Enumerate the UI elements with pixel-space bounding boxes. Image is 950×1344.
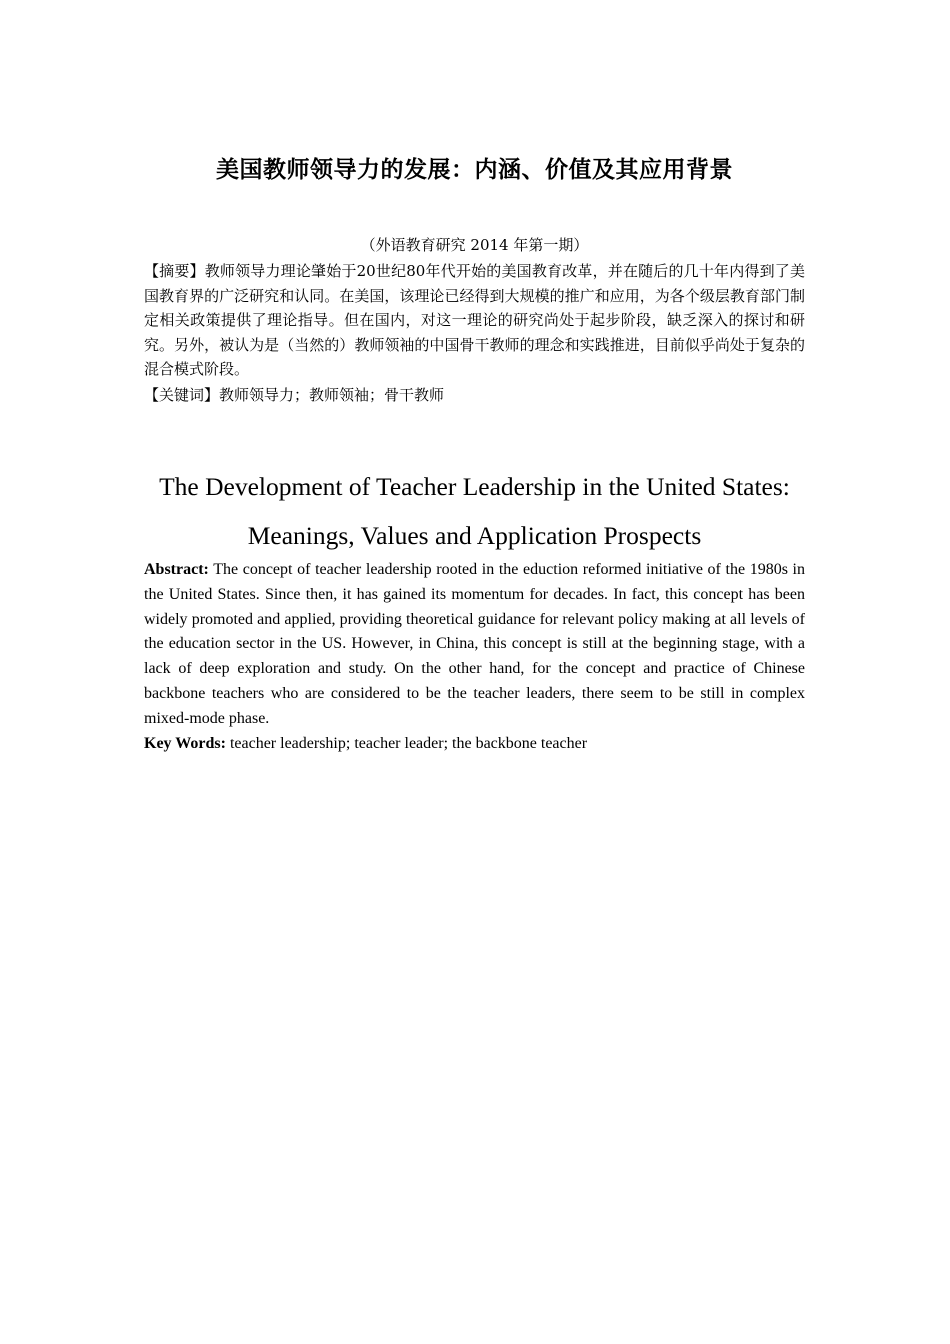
english-abstract-text: The concept of teacher leadership rooted in the eduction reformed initiative of the 1980s in the United States. Since then, it has gained its momentum for decades. In fact, this concept has been widely promoted and applied, providing theoretical guidance for relevant policy making at all levels of the education sector in the US. However, in China, this concept is still at the beginning stage, with a lack of deep exploration and study. On the other hand, for the concept and practice of Chinese backbone teachers who are considered to be the teacher leaders, there seem to be still in complex mixed-mode phase. <box>144 561 805 727</box>
chinese-abstract-text: 教师领导力理论肇始于20世纪80年代开始的美国教育改革，并在随后的几十年内得到了美国教育界的广泛研究和认同。在美国，该理论已经得到大规模的推广和应用，为各个级层教育部门制定相关政策提供了理论指导。但在国内，对这一理论的研究尚处于起步阶段，缺乏深入的探讨和研究。另外，被认为是（当然的）教师领袖的中国骨干教师的理念和实践推进，目前似乎尚处于复杂的混合模式阶段。 <box>144 262 805 378</box>
english-title-line-2: Meanings, Values and Application Prospects <box>247 521 702 550</box>
chinese-title: 美国教师领导力的发展：内涵、价值及其应用背景 <box>216 157 733 183</box>
english-keywords-label: Key Words: <box>144 735 226 752</box>
english-abstract-label: Abstract: <box>144 561 209 578</box>
chinese-keywords-text: 教师领导力；教师领袖；骨干教师 <box>219 386 445 404</box>
chinese-abstract-label: 【摘要】 <box>144 262 205 280</box>
english-keywords <box>144 732 805 757</box>
chinese-source: （外语教育研究 2014 年第一期） <box>360 236 589 254</box>
english-keywords-text: teacher leadership; teacher leader; the backbone teacher <box>225 735 588 752</box>
chinese-abstract <box>144 259 805 382</box>
english-title <box>144 462 805 560</box>
english-title-line-1: The Development of Teacher Leadership in the United States: <box>159 472 790 501</box>
chinese-keywords-label: 【关键词】 <box>144 386 220 404</box>
english-abstract <box>144 558 805 732</box>
chinese-keywords <box>144 383 805 408</box>
